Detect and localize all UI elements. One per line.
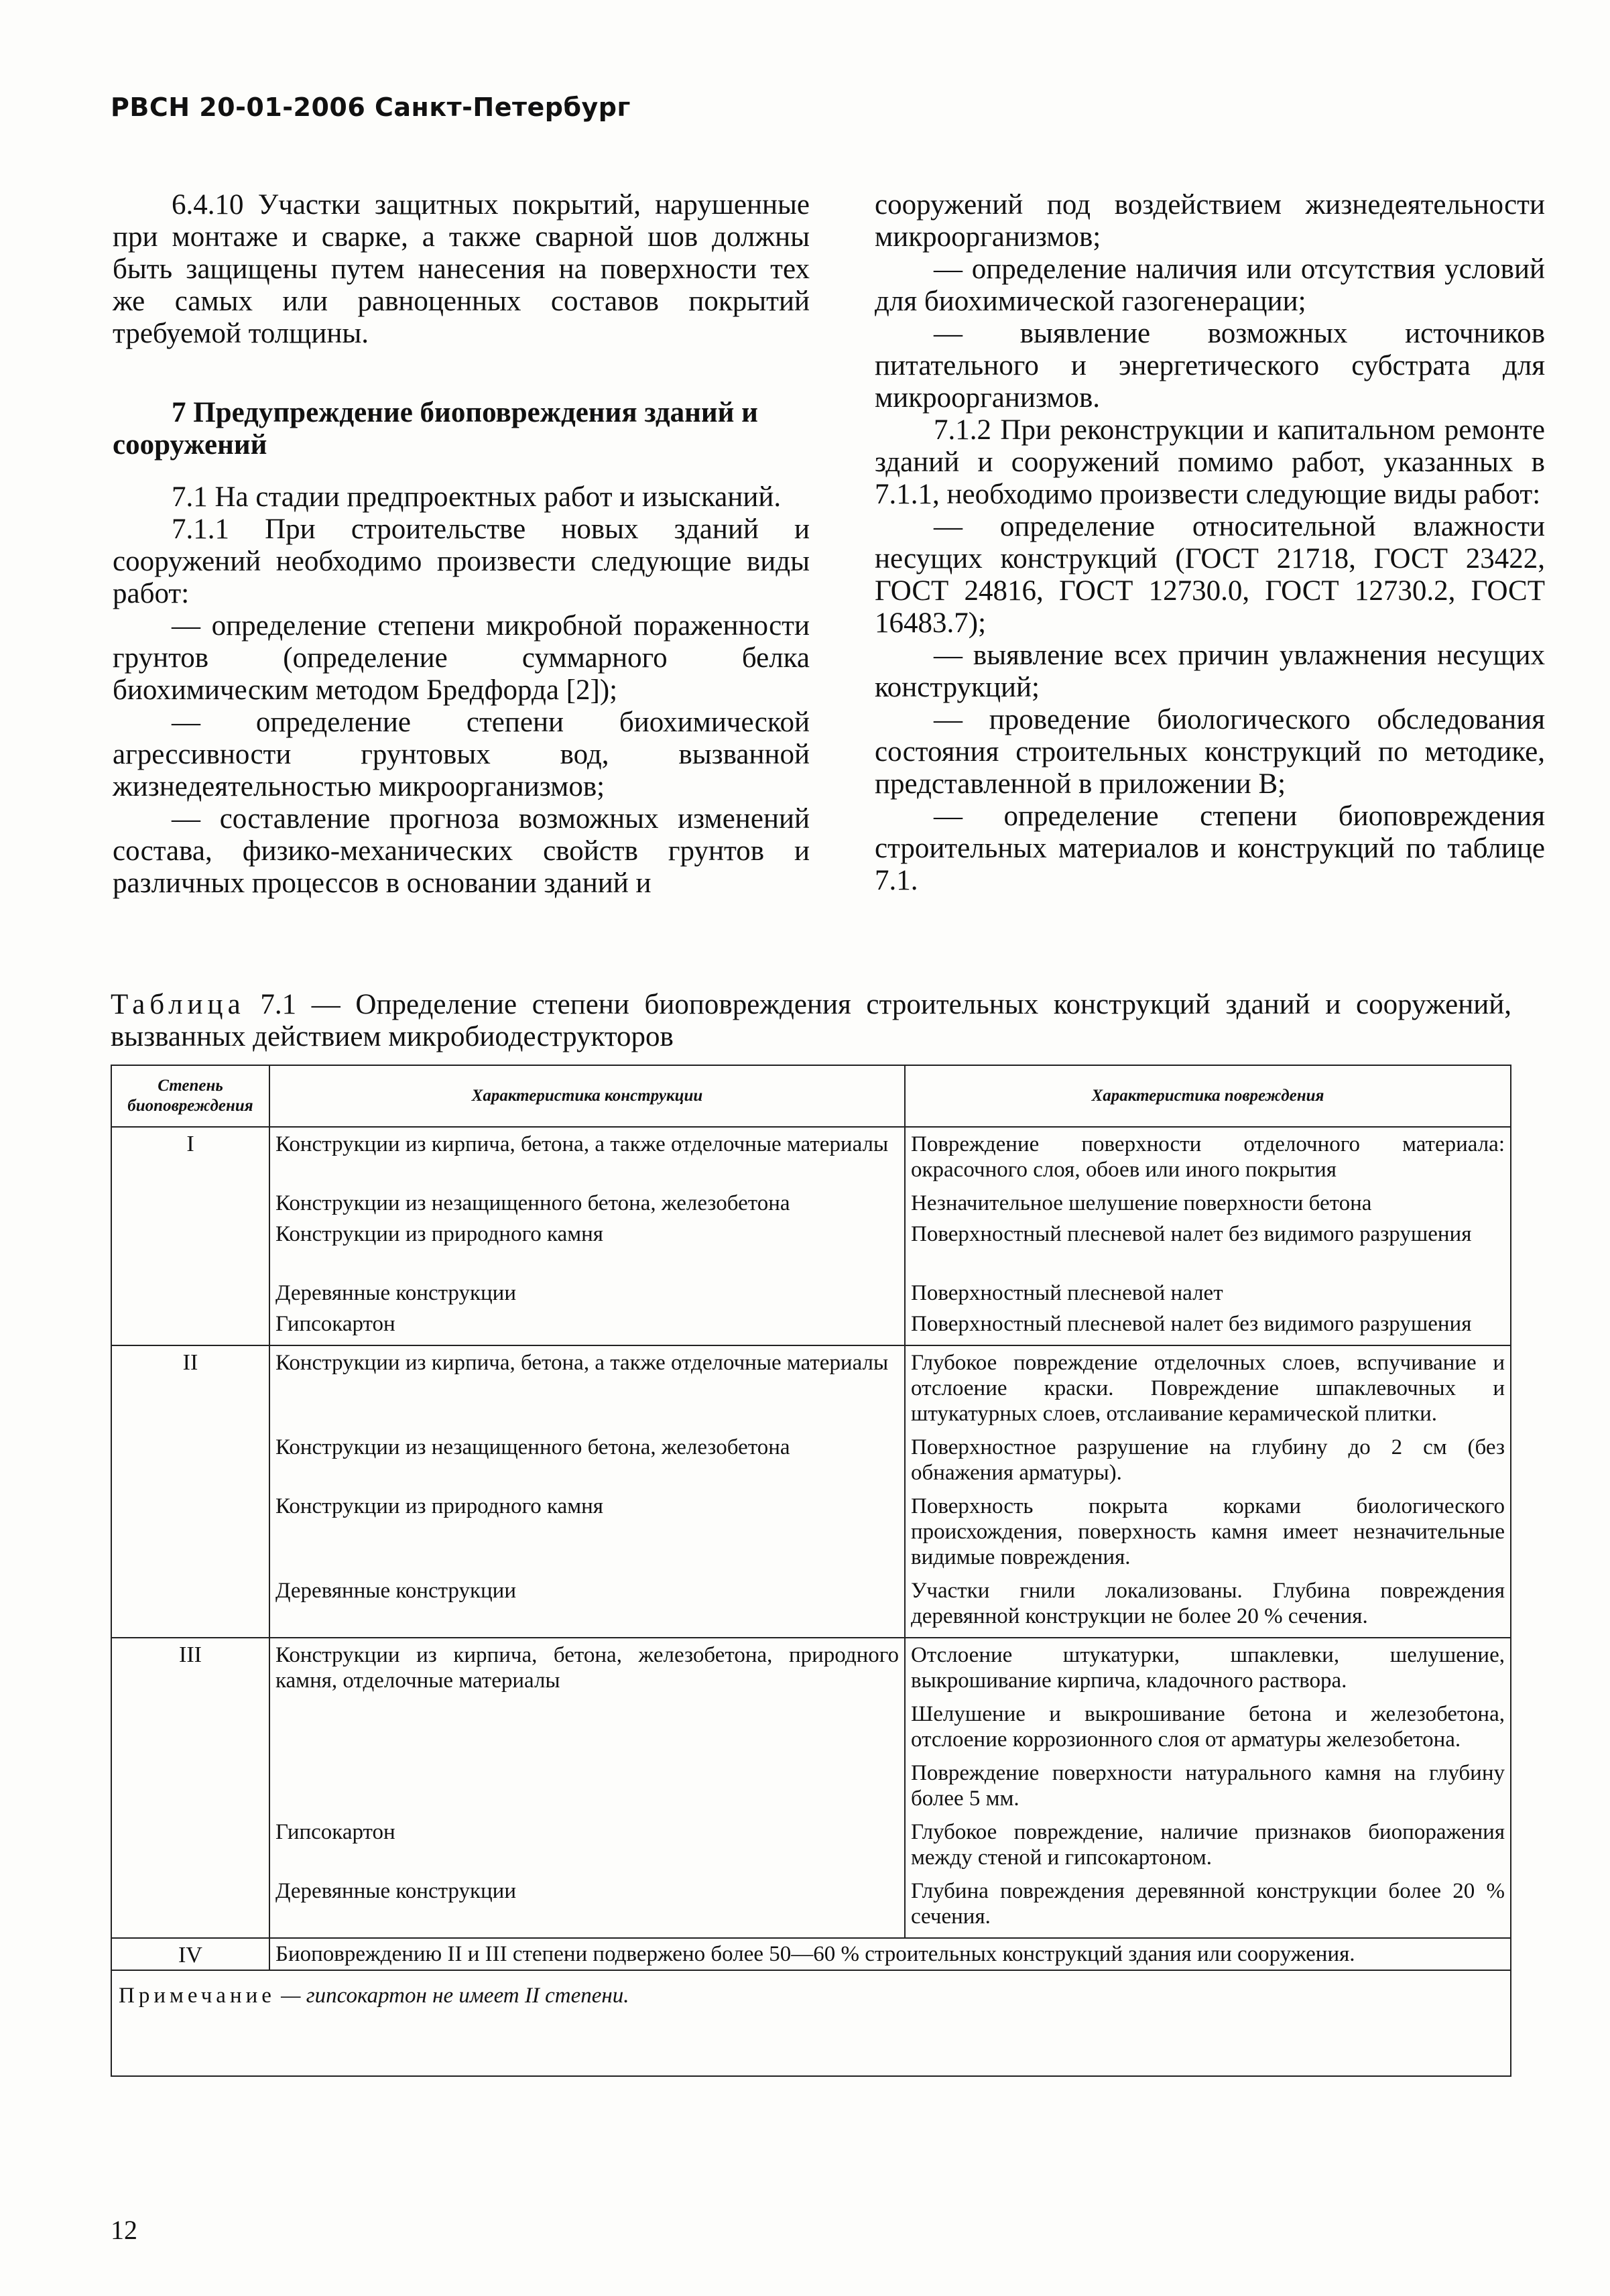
construction-line: Конструкции из кирпича, бетона, а также отделочные материалы [275, 1132, 889, 1156]
degree-cell: I [111, 1127, 269, 1345]
table-row [111, 1638, 1511, 1938]
construction-line: Деревянные конструкции [275, 1579, 516, 1603]
damage-line: Шелушение и выкрошивание бетона и железобетона, отслоение коррозионного слоя от арматуры железобетона. [911, 1702, 1505, 1752]
damage-line: Поверхностный плесневой налет [911, 1281, 1223, 1305]
construction-line: Гипсокартон [275, 1820, 395, 1844]
table-caption-label: Таблица [111, 989, 245, 1020]
damage-cell [905, 1127, 1511, 1345]
paragraph-7-1-2: 7.1.2 При реконструкции и капитальном ремонте зданий и сооружений помимо работ, указанных в 7.1.1, необходимо произвести следующие виды работ: [875, 414, 1545, 510]
damage-line: Поверхностный плесневой налет без видимого разрушения [911, 1222, 1472, 1246]
document-header: РВСН 20-01-2006 Санкт-Петербург [111, 93, 631, 122]
construction-line: Деревянные конструкции [275, 1879, 516, 1903]
degree-cell: III [111, 1638, 269, 1938]
damage-line: Отслоение штукатурки, шпаклевки, шелушение, выкрошивание кирпича, кладочного раствора. [911, 1643, 1505, 1693]
bullet-item: — определение относительной влажности несущих конструкций (ГОСТ 21718, ГОСТ 23422, ГОСТ 24816, ГОСТ 12730.0, ГОСТ 12730.2, ГОСТ 16483.7); [875, 511, 1545, 639]
damage-line: Незначительное шелушение поверхности бетона [911, 1191, 1372, 1215]
damage-line: Участки гнили локализованы. Глубина повреждения деревянной конструкции не более 20 % сечения. [911, 1579, 1505, 1628]
note-text: — гипсокартон не имеет II степени. [275, 1984, 629, 2008]
left-column [113, 189, 810, 900]
paragraph-7-1: 7.1 На стадии предпроектных работ и изысканий. [172, 481, 782, 513]
damage-line: Повреждение поверхности отделочного материала: окрасочного слоя, обоев или иного покрытия [911, 1132, 1505, 1182]
table-row [111, 1938, 1511, 1970]
damage-line: Повреждение поверхности натурального камня на глубину более 5 мм. [911, 1761, 1505, 1811]
construction-line: Конструкции из незащищенного бетона, железобетона [275, 1191, 790, 1215]
damage-cell [905, 1638, 1511, 1938]
header-construction: Характеристика конструкции [269, 1065, 905, 1127]
section-title-7: 7 Предупреждение биоповреждения зданий и сооружений [113, 397, 758, 461]
bullet-item: — определение степени биохимической агрессивности грунтовых вод, вызванной жизнедеятельностью микроорганизмов; [113, 707, 810, 802]
bullet-item: — выявление всех причин увлажнения несущих конструкций; [875, 640, 1545, 703]
construction-line: Конструкции из природного камня [275, 1222, 603, 1246]
header-degree: Степень биоповреждения [111, 1065, 269, 1127]
header-damage: Характеристика повреждения [905, 1065, 1511, 1127]
construction-line: Конструкции из кирпича, бетона, а также отделочные материалы [275, 1351, 889, 1375]
construction-line: Конструкции из незащищенного бетона, железобетона [275, 1435, 790, 1459]
bullet-item: — составление прогноза возможных изменений состава, физико-механических свойств грунтов и различных процессов в основании зданий и [113, 803, 810, 899]
paragraph-6-4-10: 6.4.10 Участки защитных покрытий, нарушенные при монтаже и сварке, а также сварной шов должны быть защищены путем нанесения на поверхности тех же самых или равноценных составов покрытий требуемой толщины. [113, 189, 810, 349]
table-header-row [111, 1065, 1511, 1127]
damage-cell [905, 1345, 1511, 1638]
paragraph-continuation: сооружений под воздействием жизнедеятельности микроорганизмов; [875, 189, 1545, 253]
table-row [111, 1127, 1511, 1345]
table-note [111, 1970, 1511, 2076]
damage-line: Глубокое повреждение, наличие признаков биопоражения между стеной и гипсокартоном. [911, 1820, 1505, 1870]
damage-line: Поверхностное разрушение на глубину до 2 см (без обнажения арматуры). [911, 1435, 1505, 1485]
damage-line: Поверхность покрыта корками биологического происхождения, поверхность камня имеет незначительные видимые повреждения. [911, 1494, 1505, 1569]
paragraph-7-1-1: 7.1.1 При строительстве новых зданий и сооружений необходимо произвести следующие виды работ: [113, 513, 810, 609]
table-caption-text: 7.1 — Определение степени биоповреждения строительных конструкций зданий и сооружений, вызванных действием микробиодеструкторов [111, 989, 1511, 1052]
right-column [875, 189, 1545, 897]
page-number: 12 [111, 2215, 137, 2245]
construction-line [275, 1701, 899, 1755]
bullet-item: — проведение биологического обследования состояния строительных конструкций по методике, представленной в приложении В; [875, 704, 1545, 800]
note-label: Примечание [119, 1984, 275, 2008]
damage-line: Глубина повреждения деревянной конструкции более 20 % сечения. [911, 1879, 1505, 1929]
construction-line [275, 1760, 899, 1814]
biodamage-table [111, 1065, 1511, 2077]
bullet-item: — определение наличия или отсутствия условий для биохимической газогенерации; [875, 253, 1545, 317]
damage-line: Поверхностный плесневой налет без видимого разрушения [911, 1312, 1472, 1336]
bullet-item: — определение степени микробной пораженности грунтов (определение суммарного белка биохимическим методом Бредфорда [2]); [113, 610, 810, 706]
table-row [111, 1345, 1511, 1638]
bullet-item: — определение степени биоповреждения строительных материалов и конструкций по таблице 7.1. [875, 800, 1545, 896]
degree-iv-text: Биоповреждению II и III степени подвержено более 50—60 % строительных конструкций здания или сооружения. [269, 1938, 1511, 1970]
table-caption [111, 989, 1511, 1053]
construction-line: Гипсокартон [275, 1312, 395, 1336]
table-note-row [111, 1970, 1511, 2076]
degree-cell: IV [111, 1938, 269, 1970]
degree-cell: II [111, 1345, 269, 1638]
construction-cell [269, 1127, 905, 1345]
construction-line: Конструкции из природного камня [275, 1494, 603, 1518]
construction-line: Конструкции из кирпича, бетона, железобетона, природного камня, отделочные материалы [275, 1643, 899, 1693]
construction-cell [269, 1638, 905, 1938]
damage-line: Глубокое повреждение отделочных слоев, вспучивание и отслоение краски. Повреждение шпаклевочных и штукатурных слоев, отслаивание керамической плитки. [911, 1351, 1505, 1426]
construction-cell [269, 1345, 905, 1638]
construction-line: Деревянные конструкции [275, 1281, 516, 1305]
bullet-item: — выявление возможных источников питательного и энергетического субстрата для микроорганизмов. [875, 318, 1545, 414]
